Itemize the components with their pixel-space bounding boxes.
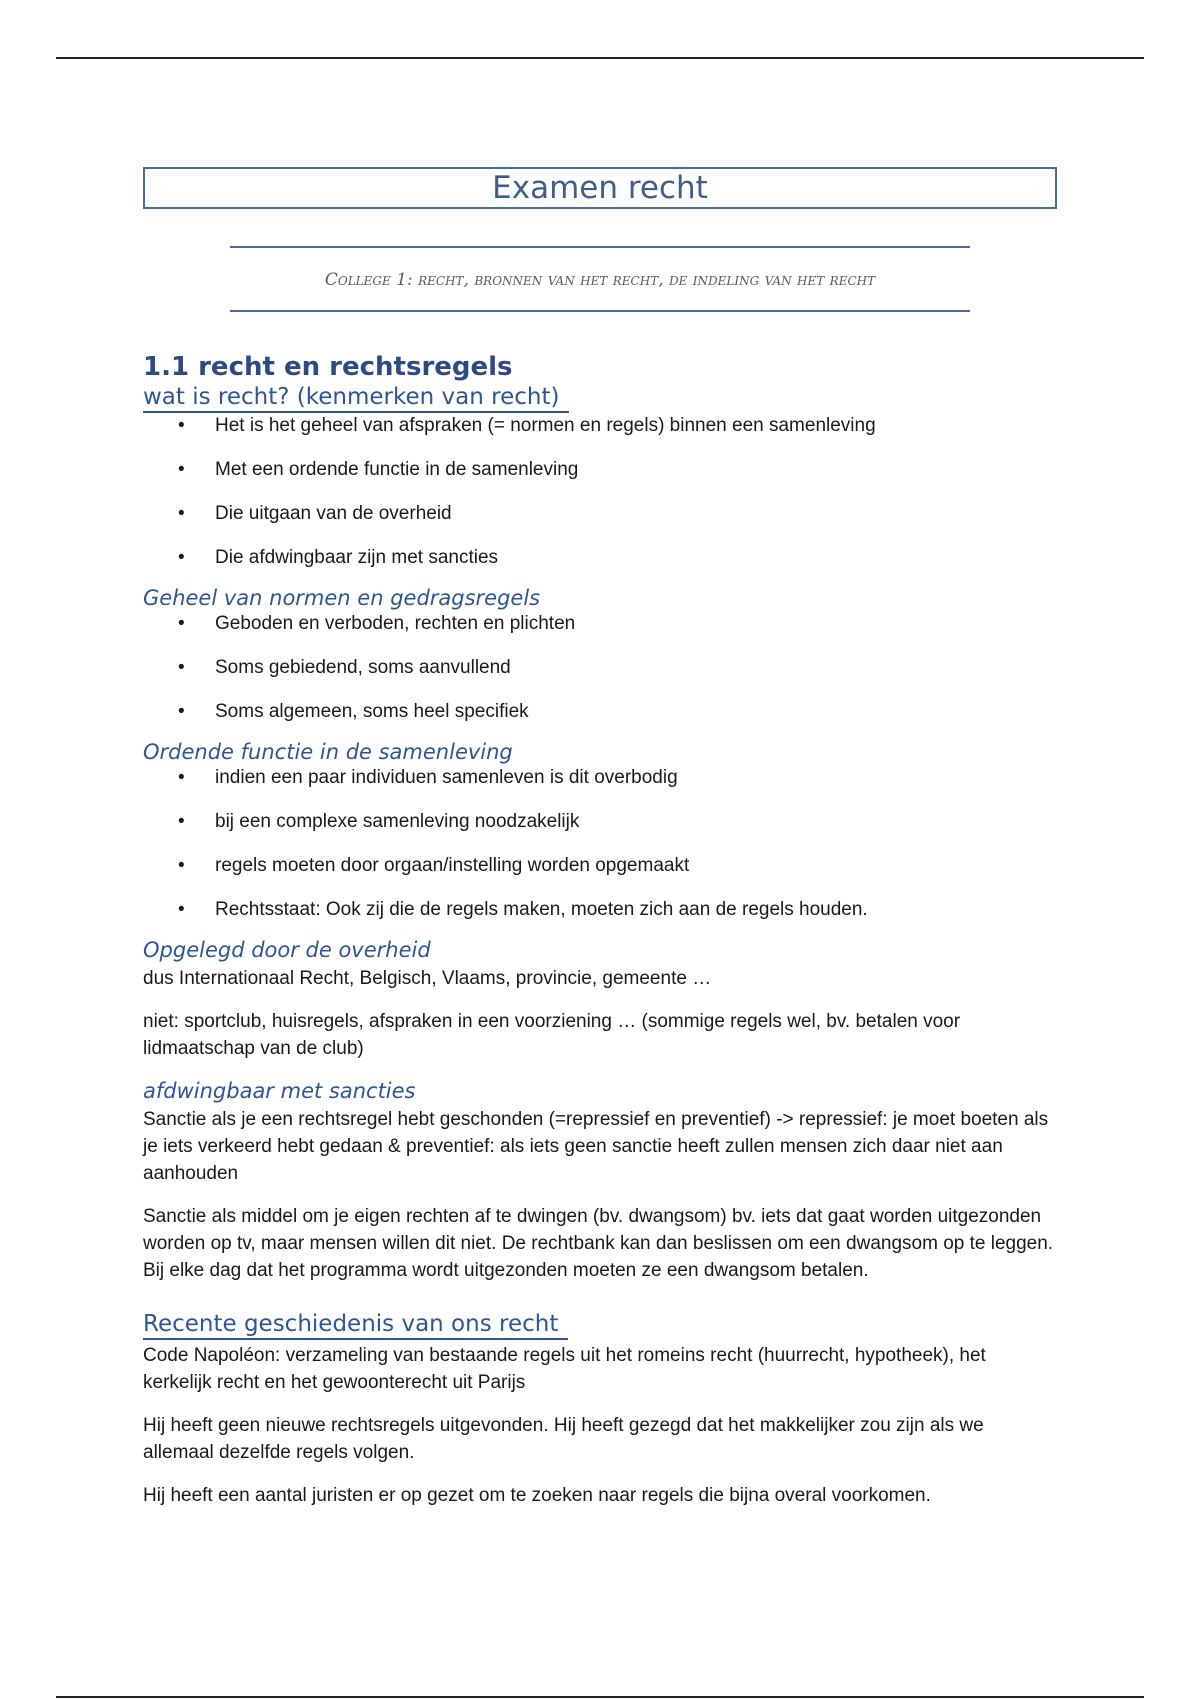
subtitle-block [230,246,970,312]
paragraph: Hij heeft geen nieuwe rechtsregels uitgevonden. Hij heeft gezegd dat het makkelijker zou zijn als we allemaal dezelfde regels volgen. [143,1415,984,1463]
heading-ordende-functie: Ordende functie in de samenleving [143,740,513,764]
bullet-icon: • [178,701,185,722]
document-title [143,167,1057,209]
heading-afdwingbaar: afdwingbaar met sancties [143,1079,416,1103]
list-item: • indien een paar individuen samenleven is dit overbodig [178,767,678,788]
heading-normen: Geheel van normen en gedragsregels [143,586,541,610]
paragraph: Code Napoléon: verzameling van bestaande regels uit het romeins recht (huurrecht, hypotheek), het kerkelijk recht en het gewoonterecht uit Parijs [143,1345,986,1393]
paragraph: niet: sportclub, huisregels, afspraken in een voorziening … (sommige regels wel, bv. betalen voor lidmaatschap van de club) [143,1011,961,1059]
bullet-icon: • [178,899,185,920]
page-footer-rule [56,1696,1144,1698]
paragraph: Sanctie als middel om je eigen rechten af te dwingen (bv. dwangsom) bv. iets dat gaat worden uitgezonden worden op tv, maar mensen willen dit niet. De rechtbank kan dan beslissen om een dwangsom op te leggen. Bij elke dag dat het programma wordt uitgezonden moeten ze een dwangsom betalen. [143,1206,1054,1281]
bullet-icon: • [178,811,185,832]
paragraph: dus Internationaal Recht, Belgisch, Vlaams, provincie, gemeente … [143,968,712,989]
bullet-icon: • [178,657,185,678]
list-item: • Die uitgaan van de overheid [178,503,452,524]
subsection-heading-geschiedenis: Recente geschiedenis van ons recht [143,1310,568,1340]
bullet-icon: • [178,459,185,480]
list-item: • Die afdwingbaar zijn met sancties [178,547,499,568]
paragraph: Hij heeft een aantal juristen er op gezet om te zoeken naar regels die bijna overal voorkomen. [143,1485,931,1506]
bullet-icon: • [178,503,185,524]
bullet-icon: • [178,547,185,568]
list-item: • Geboden en verboden, rechten en plichten [178,613,576,634]
kenmerken-list [143,415,1057,569]
normen-list [143,613,1057,723]
bullet-icon: • [178,767,185,788]
bullet-icon: • [178,415,185,436]
subtitle-rule-bottom [230,310,970,312]
bullet-icon: • [178,613,185,634]
bullet-icon: • [178,855,185,876]
list-item: • regels moeten door orgaan/instelling worden opgemaakt [178,855,690,876]
list-item: • Soms gebiedend, soms aanvullend [178,657,511,678]
section-heading: 1.1 recht en rechtsregels [143,352,513,382]
document-title-text: Examen recht [492,170,708,206]
list-item: • Rechtsstaat: Ook zij die de regels maken, moeten zich aan de regels houden. [178,899,868,920]
document-subtitle: College 1: recht, bronnen van het recht, de indeling van het recht [324,270,876,290]
paragraph: Sanctie als je een rechtsregel hebt geschonden (=repressief en preventief) -> repressief: je moet boeten als je iets verkeerd hebt gedaan & preventief: als iets geen sanctie heeft zullen mensen zich daar niet aan aanhouden [143,1109,1049,1184]
list-item: • Soms algemeen, soms heel specifiek [178,701,529,722]
list-item: • Het is het geheel van afspraken (= normen en regels) binnen een samenleving [178,415,876,436]
ordende-list [143,767,1057,921]
list-item: • bij een complexe samenleving noodzakelijk [178,811,580,832]
subsection-heading-wat-is-recht: wat is recht? (kenmerken van recht) [143,383,569,413]
list-item: • Met een ordende functie in de samenleving [178,459,579,480]
heading-opgelegd-door-overheid: Opgelegd door de overheid [143,938,431,962]
page-header-rule [56,57,1144,59]
document-body [143,167,1057,1525]
